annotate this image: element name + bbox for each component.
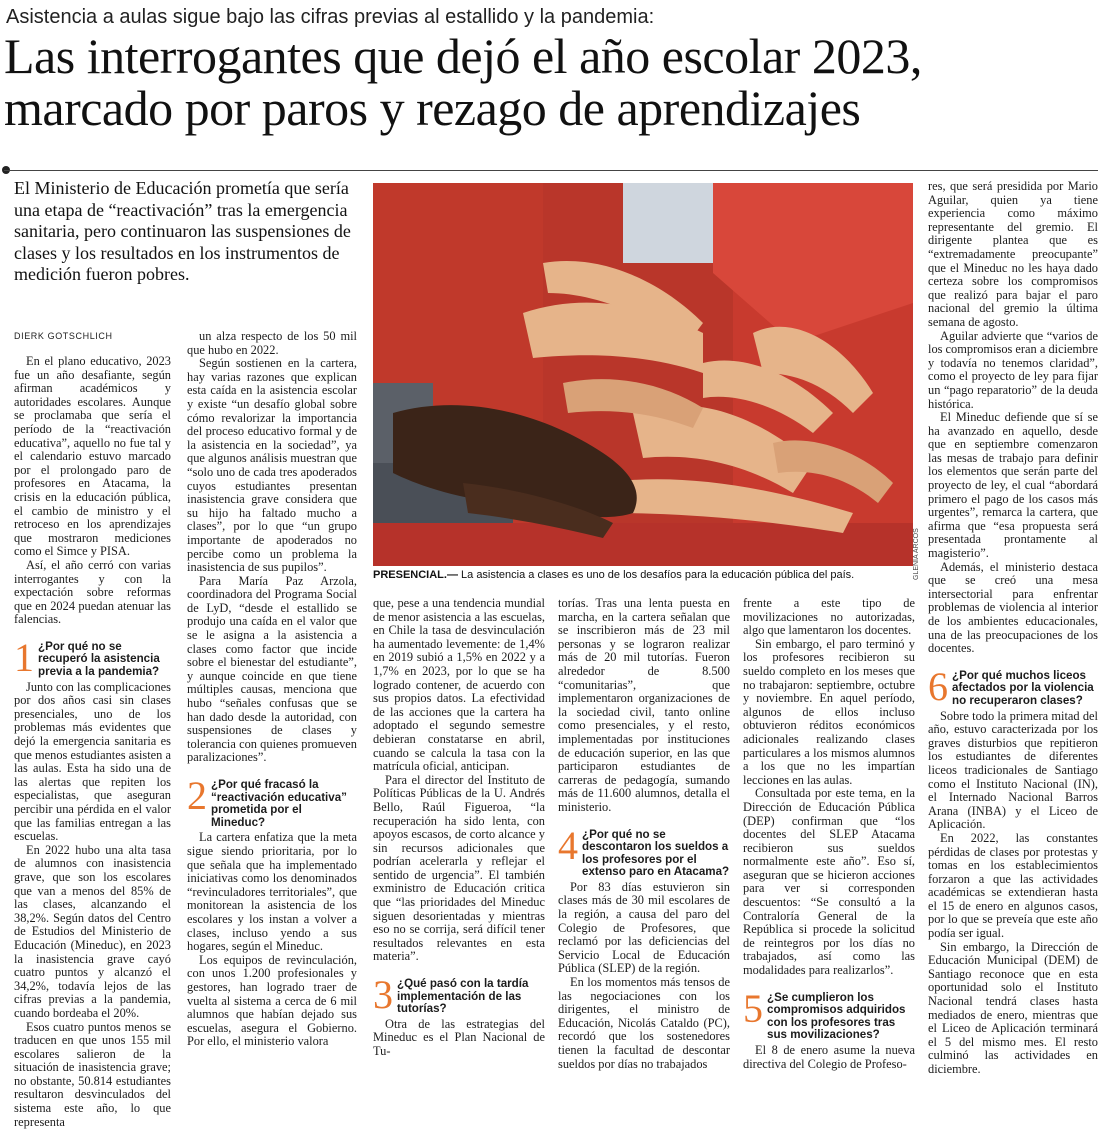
- question-number: 2: [187, 779, 207, 813]
- column-4: [558, 597, 730, 1071]
- paragraph: res, que será presidida por Mario Aguilar, quien ya tiene experiencia como máximo representante del gremio. El dirigente plantea que es “extremadamente preocupante” que el Mineduc no les haya dado certeza sobre los compromisos que realizó para bajar el paro nacional del gremio la última semana de agosto.: [928, 180, 1098, 330]
- question-number: 4: [558, 829, 578, 863]
- question-text: ¿Qué pasó con la tardía implementación de las tutorías?: [397, 978, 545, 1016]
- headline-rule: [4, 170, 1098, 171]
- hands-illustration: [373, 183, 913, 566]
- question-6: [928, 670, 1098, 708]
- paragraph: La cartera enfatiza que la meta sigue siendo prioritaria, por lo que señala que ha implementado iniciativas como los denominados “revinculadores territoriales”, que monitorean la asistencia de los escolares y los instan a volver a clases, incluso yendo a sus hogares, según el Mineduc.: [187, 831, 357, 953]
- question-text: ¿Se cumplieron los compromisos adquiridos con los profesores tras sus movilizaciones?: [767, 992, 915, 1042]
- question-1: [14, 641, 171, 679]
- paragraph: Además, el ministerio destaca que se creó una mesa intersectorial para enfrentar problemas de violencia al interior de los ambientes educacionales, una de las preocupaciones de los docentes.: [928, 561, 1098, 656]
- paragraph: Aguilar advierte que “varios de los compromisos eran a diciembre y todavía no tenemos claridad”, como el proyecto de ley para fijar un “pago reparatorio” de la deuda histórica.: [928, 330, 1098, 412]
- paragraph: Esos cuatro puntos menos se traducen en que unos 155 mil escolares salieron de la situación de inasistencia grave; no obstante, 50.814 estudiantes resultaron desvinculados del sistema este año, lo que representa: [14, 1021, 171, 1129]
- column-5: [743, 597, 915, 1071]
- question-text: ¿Por qué fracasó la “reactivación educativa” prometida por el Mineduc?: [211, 779, 357, 829]
- question-4: [558, 829, 730, 879]
- photo-hands: [373, 183, 913, 566]
- paragraph: Para el director del Instituto de Políticas Públicas de la U. Andrés Bello, Raúl Figueroa, “la recuperación ha sido lenta, con apoyos escasos, de corto alcance y sin recursos adicionales que podrían acelerarla y reflejar el sentido de urgencia”. El también exministro de Educación critica que “las prioridades del Mineduc siguen desorientadas y mientras eso no se corrija, será difícil tener resultados relevantes en esta materia”.: [373, 774, 545, 964]
- paragraph: En 2022, las constantes pérdidas de clases por protestas y tomas en los establecimientos forzaron a que las actividades académicas se extendieran hasta el 15 de enero en algunos casos, por lo que se preveía que este año podía ser igual.: [928, 832, 1098, 941]
- paragraph: que, pese a una tendencia mundial de menor asistencia a las escuelas, en Chile la tasa de desvinculación ha aumentado levemente: de 1,4% en 2019 subió a 1,5% en 2022 y a 1,7% en 2023, por lo que se ha logrado contener, de acuerdo con sus propios datos. La efectividad de las acciones que la cartera ha adoptado el segundo semestre debieran constatarse en abril, cuando se calcula la tasa con la matrícula oficial, anticipan.: [373, 597, 545, 774]
- column-2: [187, 330, 357, 1049]
- paragraph: Así, el año cerró con varias interrogantes y con la expectación sobre reformas que en 2024 puedan atenuar las falencias.: [14, 559, 171, 627]
- headline: Las interrogantes que dejó el año escolar 2023, marcado por paros y rezago de aprendizajes: [4, 30, 1099, 134]
- caption-text: La asistencia a clases es uno de los desafíos para la educación pública del país.: [458, 569, 854, 581]
- question-text: ¿Por qué no se descontaron los sueldos a los profesores por el extenso paro en Atacama?: [582, 829, 730, 879]
- kicker: Asistencia a aulas sigue bajo las cifras previas al estallido y la pandemia:: [6, 6, 654, 29]
- paragraph: Para María Paz Arzola, coordinadora del Programa Social de LyD, “desde el estallido se produjo una caída en el valor que se le asigna a la asistencia a clases como factor que incide sobre el bienestar del estudiante”, y aunque coincide en que tiene múltiples causas, menciona que hubo “señales confusas que se han dado desde la autoridad, con suspensiones de clases y tolerancia con quienes promueven paralizaciones”.: [187, 575, 357, 765]
- question-number: 3: [373, 978, 393, 1012]
- paragraph: El Mineduc defiende que sí se ha avanzado en aquello, desde que en septiembre comenzaron las mesas de trabajo para definir los elementos que serán parte del proyecto de ley, el cual “abordará primero el pago de los casos más urgentes”, remarca la cartera, que afirma que “esa propuesta será presentada prontamente al magisterio”.: [928, 411, 1098, 561]
- caption-label: PRESENCIAL.—: [373, 569, 458, 581]
- paragraph: Según sostienen en la cartera, hay varias razones que explican esta caída en la asistencia escolar y existe “un desafío global sobre cómo revalorizar la importancia del proceso educativo formal y de la asistencia en la sociedad”, ya que algunos análisis muestran que “solo uno de cada tres apoderados cuyos estudiantes presentan inasistencia grave considera que su hijo ha faltado mucho a clases”, por lo que “un grupo importante de apoderados no percibe como un problema la inasistencia de sus pupilos”.: [187, 357, 357, 575]
- paragraph: Por 83 días estuvieron sin clases más de 30 mil escolares de la región, a causa del paro del Colegio de Profesores, que reclamó por las deficiencias del Servicio Local de Educación Pública (SLEP) de la región.: [558, 881, 730, 976]
- question-number: 6: [928, 670, 948, 704]
- question-text: ¿Por qué muchos liceos afectados por la violencia no recuperaron clases?: [952, 670, 1098, 708]
- paragraph: Sin embargo, el paro terminó y los profesores recibieron su sueldo completo en los meses que no trabajaron: septiembre, octubre y noviembre. En aquel período, algunos de ellos incluso obtuvieron réditos económicos adicionales realizando clases particulares a los mismos alumnos a los que no les impartían lecciones en las aulas.: [743, 638, 915, 788]
- paragraph: Los equipos de revinculación, con unos 1.200 profesionales y gestores, han logrado traer de vuelta al sistema a cerca de 6 mil alumnos que habían dejado sus escuelas, asegura el Gobierno. Por ello, el ministerio valora: [187, 954, 357, 1049]
- paragraph: En el plano educativo, 2023 fue un año desafiante, según afirman académicos y autoridades escolares. Aunque se proclamaba que sería el período de la “reactivación educativa”, aquello no fue tal y el calendario estuvo marcado por el prolongado paro de profesores en Atacama, la crisis en la educación pública, el cambio de ministro y el retroceso en los aprendizajes que mostraron mediciones como el Simce y PISA.: [14, 355, 171, 559]
- paragraph: El 8 de enero asume la nueva directiva del Colegio de Profeso-: [743, 1044, 915, 1071]
- question-2: [187, 779, 357, 829]
- paragraph: Otra de las estrategias del Mineduc es el Plan Nacional de Tu-: [373, 1018, 545, 1059]
- paragraph: torías. Tras una lenta puesta en marcha, en la cartera señalan que se inscribieron más de 23 mil personas y se lograron realizar más de 20 mil tutorías. Fueron alrededor de 8.500 “comunitarias”, que implementaron organizaciones de la sociedad civil, tanto online como presenciales, y el resto, implementadas por instituciones de educación superior, en las que participaron estudiantes de carreras de pedagogía, sumando más de 11.600 alumnos, detalla el ministerio.: [558, 597, 730, 815]
- byline: DIERK GOTSCHLICH: [14, 331, 113, 341]
- paragraph: un alza respecto de los 50 mil que hubo en 2022.: [187, 330, 357, 357]
- paragraph: Sobre todo la primera mitad del año, estuvo caracterizada por los graves disturbios que repitieron los estudiantes de diferentes liceos tradicionales de Santiago como el Instituto Nacional (IN), el Internado Nacional Barros Arana (INBA) y el Liceo de Aplicación.: [928, 710, 1098, 832]
- photo-credit: GLENIA ARCOS: [913, 520, 925, 580]
- column-3: [373, 597, 545, 1059]
- question-text: ¿Por qué no se recuperó la asistencia previa a la pandemia?: [38, 641, 171, 679]
- question-number: 1: [14, 641, 34, 675]
- question-5: [743, 992, 915, 1042]
- question-3: [373, 978, 545, 1016]
- paragraph: frente a este tipo de movilizaciones no autorizadas, algo que lamentaron los docentes.: [743, 597, 915, 638]
- column-1: [14, 355, 171, 1129]
- column-6: [928, 180, 1098, 1077]
- photo-caption: [373, 569, 913, 581]
- paragraph: Junto con las complicaciones por dos años casi sin clases presenciales, uno de los problemas más evidentes que dejó la emergencia sanitaria es que menos estudiantes asisten a las aulas. Esta ha sido una de las alertas que repiten los especialistas, que aseguran percibir una pérdida en el valor que las familias entregan a las escuelas.: [14, 681, 171, 844]
- paragraph: Consultada por este tema, en la Dirección de Educación Pública (DEP) confirman que “los docentes del SLEP Atacama recibieron sus sueldos normalmente este año”. Eso sí, aseguran que se hicieron acciones para ver si corresponden descuentos: “Se consultó a la Contraloría General de la República si procede la solicitud de reintegros por los días no trabajados, así como las modalidades para realizarlos”.: [743, 787, 915, 977]
- deck: El Ministerio de Educación prometía que sería una etapa de “reactivación” tras la emergencia sanitaria, pero continuaron las suspensiones de clases y los resultados en los instrumentos de medición fueron pobres.: [14, 178, 359, 286]
- paragraph: Sin embargo, la Dirección de Educación Municipal (DEM) de Santiago reconoce que en esta oportunidad solo el Instituto Nacional tendrá clases hasta mediados de enero, mientras que el Liceo de Aplicación terminará el 5 del mismo mes. El resto culminó las actividades en diciembre.: [928, 941, 1098, 1077]
- paragraph: En 2022 hubo una alta tasa de alumnos con inasistencia grave, que son los escolares que van a menos del 85% de las clases, alcanzando el 38,2%. Según datos del Centro de Estudios del Ministerio de Educación (Mineduc), en 2023 la inasistencia grave cayó cuatro puntos y alcanzó el 34,2%, todavía lejos de las cifras previas a la pandemia, cuando bordeaba el 20%.: [14, 844, 171, 1021]
- question-number: 5: [743, 992, 763, 1026]
- paragraph: En los momentos más tensos de las negociaciones con los dirigentes, el ministro de Educación, Nicolás Cataldo (PC), recordó que los sostenedores tienen la facultad de descontar sueldos por días no trabajados: [558, 976, 730, 1071]
